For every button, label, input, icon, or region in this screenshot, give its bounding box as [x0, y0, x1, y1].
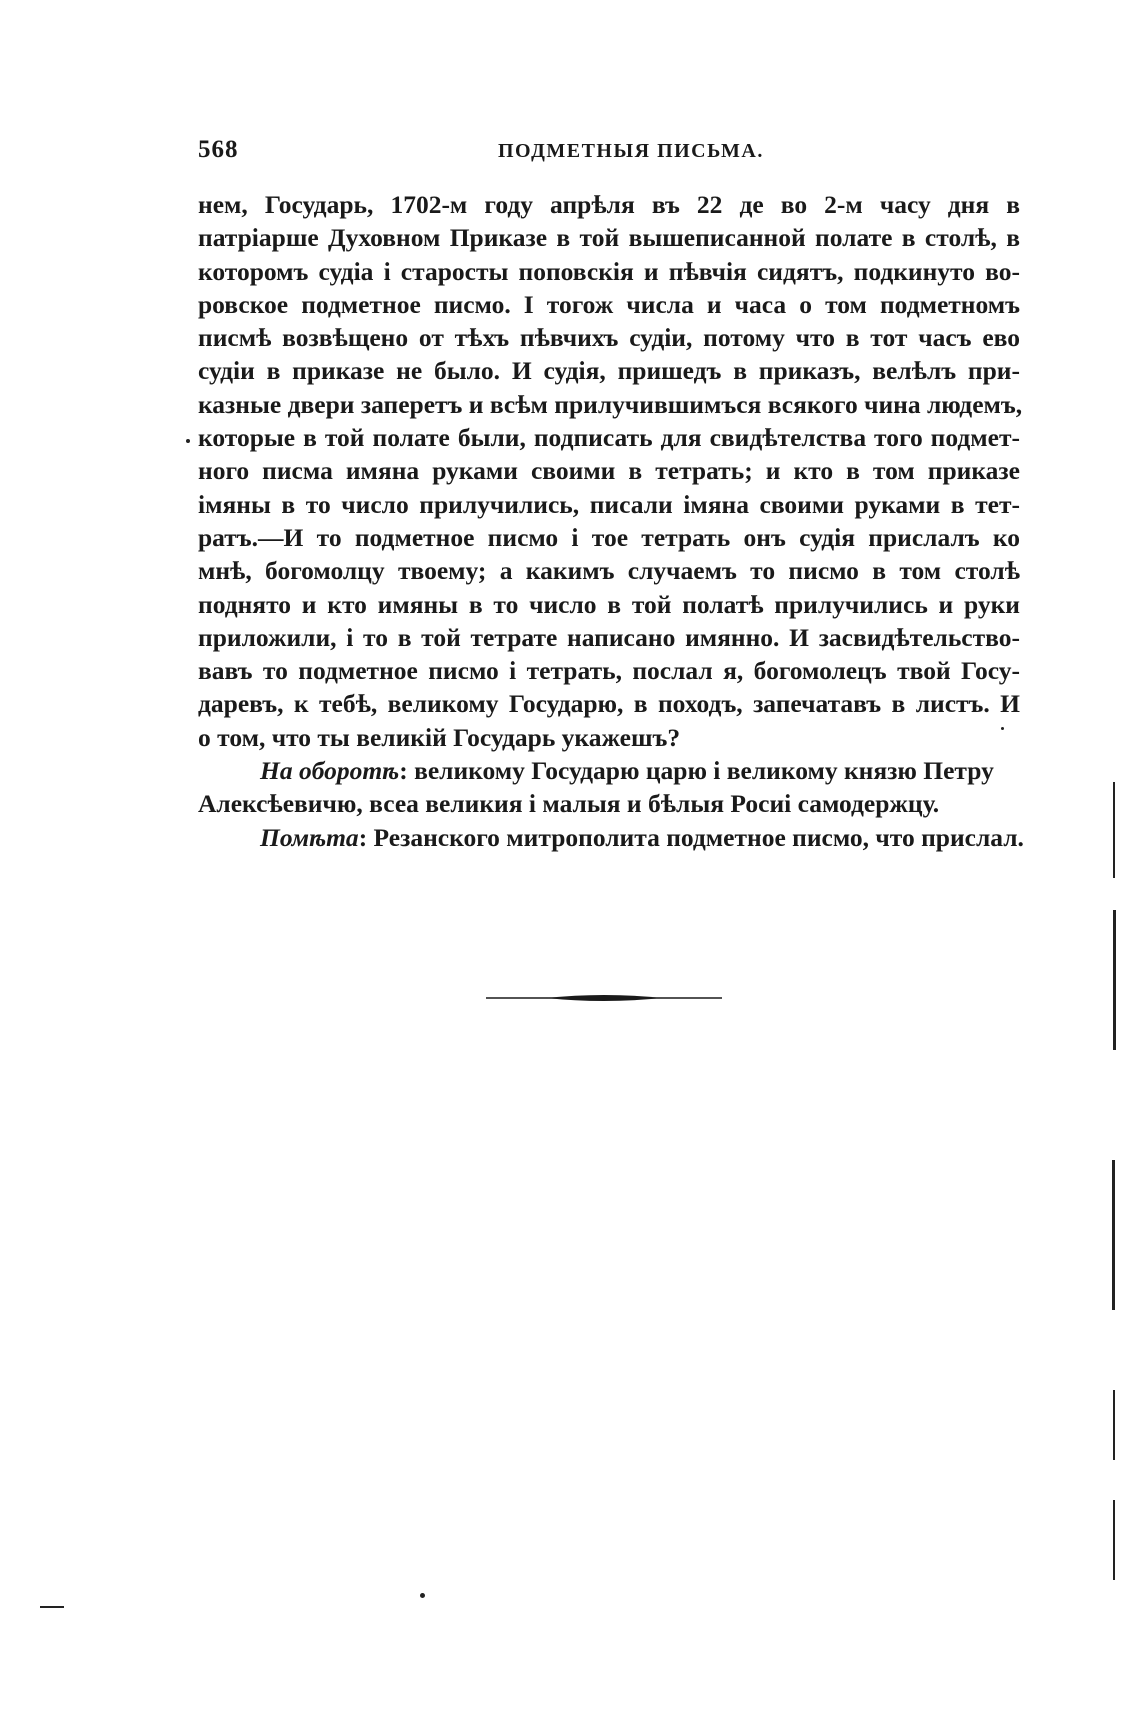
annotation-text: : Резанского митрополита подметное писмо, что прислал. — [358, 822, 1024, 852]
scan-speck — [40, 1606, 64, 1608]
text-line: которые в той полате были, подписать для свидѣтелства того подмет- — [198, 423, 1020, 453]
scan-speck — [1001, 727, 1004, 730]
text-line: ровское подметное писмо. I тогож числа и часа о том подметномъ — [198, 289, 1020, 319]
text-line: ратъ.—И то подметное писмо і тое тетрать онъ судія прислалъ ко — [198, 522, 1020, 552]
page-header — [198, 130, 1020, 170]
text-line: судіи в приказе не было. И судія, пришедъ в приказъ, велѣлъ при- — [198, 356, 1020, 386]
text-line: ного писма имяна руками своими в тетрать; и кто в том приказе — [198, 456, 1020, 486]
end-ornament-icon — [486, 992, 722, 1004]
annotation-label: Помѣта — [260, 822, 359, 852]
text-line: мнѣ, богомолцу твоему; а какимъ случаемъ то писмо в том столѣ — [198, 556, 1020, 586]
text-line: которомъ судіа і старосты поповскія и пѣвчія сидятъ, подкинуто во- — [198, 256, 1020, 286]
reverse-side-note-cont: Алексѣевичю, всеа великия і малыя и бѣлыя Росиі самодержцу. — [198, 789, 940, 819]
text-line: о том, что ты великій Государь укажешъ? — [198, 722, 681, 752]
text-line: писмѣ возвѣщено от тѣхъ пѣвчихъ судіи, потому что в тот часъ ево — [198, 323, 1020, 353]
text-line: казные двери заперетъ и всѣм прилучившимъся всякого чина людемъ, — [198, 389, 1023, 419]
text-line: імяны в то число прилучились, писали імяна своими руками в тет- — [198, 489, 1020, 519]
text-line: приложили, і то в той тетрате написано имянно. И засвидѣтельство- — [198, 622, 1020, 652]
annotation-note — [198, 821, 1024, 854]
scan-speck — [186, 439, 190, 443]
reverse-label: На оборотѣ — [260, 756, 400, 786]
page-number: 568 — [198, 136, 239, 163]
text-line: даревъ, к тебѣ, великому Государю, в походъ, запечатавъ в листъ. И — [198, 689, 1020, 719]
scan-speck — [420, 1593, 425, 1598]
reverse-text: : великому Государю царю і великому князю Петру — [399, 756, 994, 786]
scan-margin-line — [1113, 782, 1115, 878]
scan-margin-line — [1113, 910, 1116, 1050]
letter-text — [198, 188, 1024, 854]
scan-margin-line — [1112, 1160, 1115, 1310]
running-title: ПОДМЕТНЫЯ ПИСЬМА. — [498, 140, 764, 162]
text-line: патріарше Духовном Приказе в той вышеписанной полате в столѣ, в — [198, 223, 1020, 253]
text-line: нем, Государь, 1702-м году апрѣля въ 22 де во 2-м часу дня в — [198, 190, 1020, 219]
reverse-side-note — [198, 754, 1020, 787]
text-line: вавъ то подметное писмо і тетрать, послал я, богомолецъ твой Госу- — [198, 656, 1020, 686]
text-line: поднято и кто имяны в то число в той полатѣ прилучились и руки — [198, 589, 1020, 619]
scan-margin-line — [1113, 1500, 1115, 1580]
scan-margin-line — [1113, 1390, 1115, 1460]
